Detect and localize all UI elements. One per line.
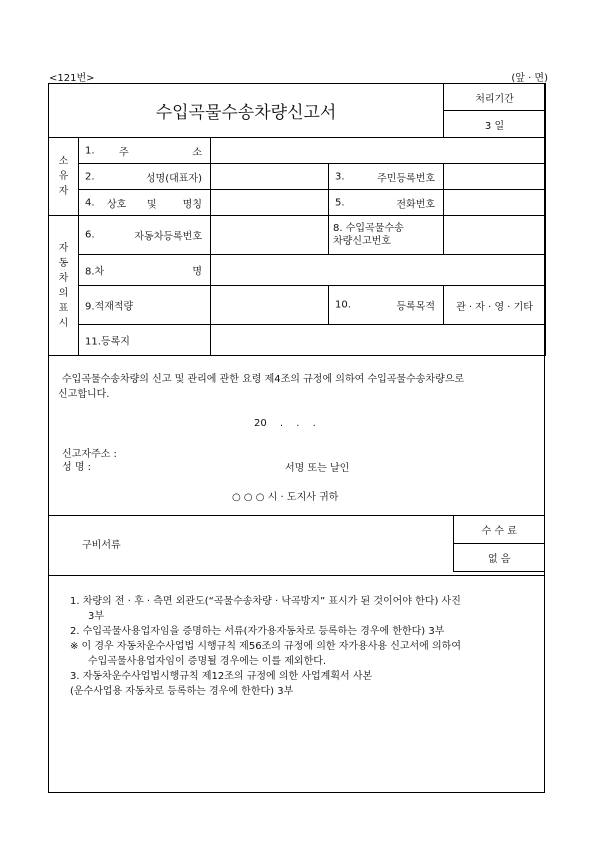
name-field[interactable]	[211, 164, 329, 190]
trade-name-label: 4. 상호 및 명칭	[79, 190, 211, 216]
note-line: ※ 이 경우 자동차운수사업법 시행규칙 제56조의 규정에 의한 자가용사용 신고서에 의하여	[70, 641, 461, 652]
registration-number-field[interactable]	[211, 216, 329, 255]
note-line: 수입곡물사용업자임이 증명될 경우에는 이를 제외한다.	[88, 656, 327, 667]
rrn-label: 3. 주민등록번호	[329, 164, 444, 190]
required-documents-notes	[70, 594, 540, 699]
fee-value: 없 음	[453, 544, 545, 572]
fee-label: 수 수 료	[453, 516, 545, 544]
purpose-options[interactable]: 관 · 자 · 영 · 기타	[444, 285, 546, 324]
purpose-label: 10. 등록목적	[329, 285, 444, 324]
phone-field[interactable]	[444, 190, 546, 216]
note-line: 3. 자동차운수사업법시행규칙 제12조의 규정에 의한 사업계획서 사본	[70, 671, 373, 682]
processing-value: 3 일	[444, 111, 546, 138]
form-number: <121번>	[49, 73, 95, 84]
statement-text: 수입곡물수송차량의 신고 및 관리에 관한 요령 제4조의 규정에 의하여 수입곡물수송차량으로 신고합니다.	[58, 374, 465, 400]
report-number-label: 8. 수입곡물수송 차량신고번호	[329, 216, 444, 255]
vehicle-section-label: 자 동 차 의 표 시	[49, 216, 79, 356]
note-line: 2. 수입곡물사용업자임을 증명하는 서류(자가용자동차로 등록하는 경우에 한한다) 3부	[70, 626, 445, 637]
signature-label: 서명 또는 날인	[285, 463, 350, 474]
note-line: 3부	[88, 611, 105, 622]
trade-name-field[interactable]	[211, 190, 329, 216]
form-table	[48, 83, 546, 356]
documents-label: 구비서류	[48, 516, 453, 572]
applicant-name-label: 성 명 :	[62, 462, 92, 473]
rrn-field[interactable]	[444, 164, 546, 190]
phone-label: 5. 전화번호	[329, 190, 444, 216]
address-field[interactable]	[211, 138, 546, 164]
report-number-field[interactable]	[444, 216, 546, 255]
addressee: ○ ○ ○ 시 · 도지사 귀하	[232, 492, 339, 503]
date-line: 20 . . .	[254, 418, 316, 429]
address-label: 1. 주 소	[79, 138, 211, 164]
capacity-field[interactable]	[211, 285, 329, 324]
car-name-label: 8.차 명	[79, 255, 211, 286]
note-line: 1. 차량의 전 · 후 · 측면 외관도(“곡물수송차량 · 낙곡방지” 표시가 된 것이어야 한다) 사진	[70, 596, 461, 607]
owner-section-label: 소 유 자	[49, 138, 79, 216]
note-line: (운수사업용 자동차로 등록하는 경우에 한한다) 3부	[70, 686, 294, 697]
processing-label: 처리기간	[444, 84, 546, 111]
documents-table	[48, 515, 545, 572]
capacity-label: 9.적재적량	[79, 285, 211, 324]
documents-divider	[48, 575, 545, 576]
base-field[interactable]	[211, 325, 546, 356]
form-title: 수입곡물수송차량신고서	[49, 84, 444, 138]
registration-number-label: 6. 자동차등록번호	[79, 216, 211, 255]
page-side: (앞 · 면)	[511, 73, 548, 84]
applicant-address-label: 신고자주소 :	[62, 449, 117, 460]
car-name-field[interactable]	[211, 255, 546, 286]
base-label: 11.등록지	[79, 325, 211, 356]
name-label: 2. 성명(대표자)	[79, 164, 211, 190]
